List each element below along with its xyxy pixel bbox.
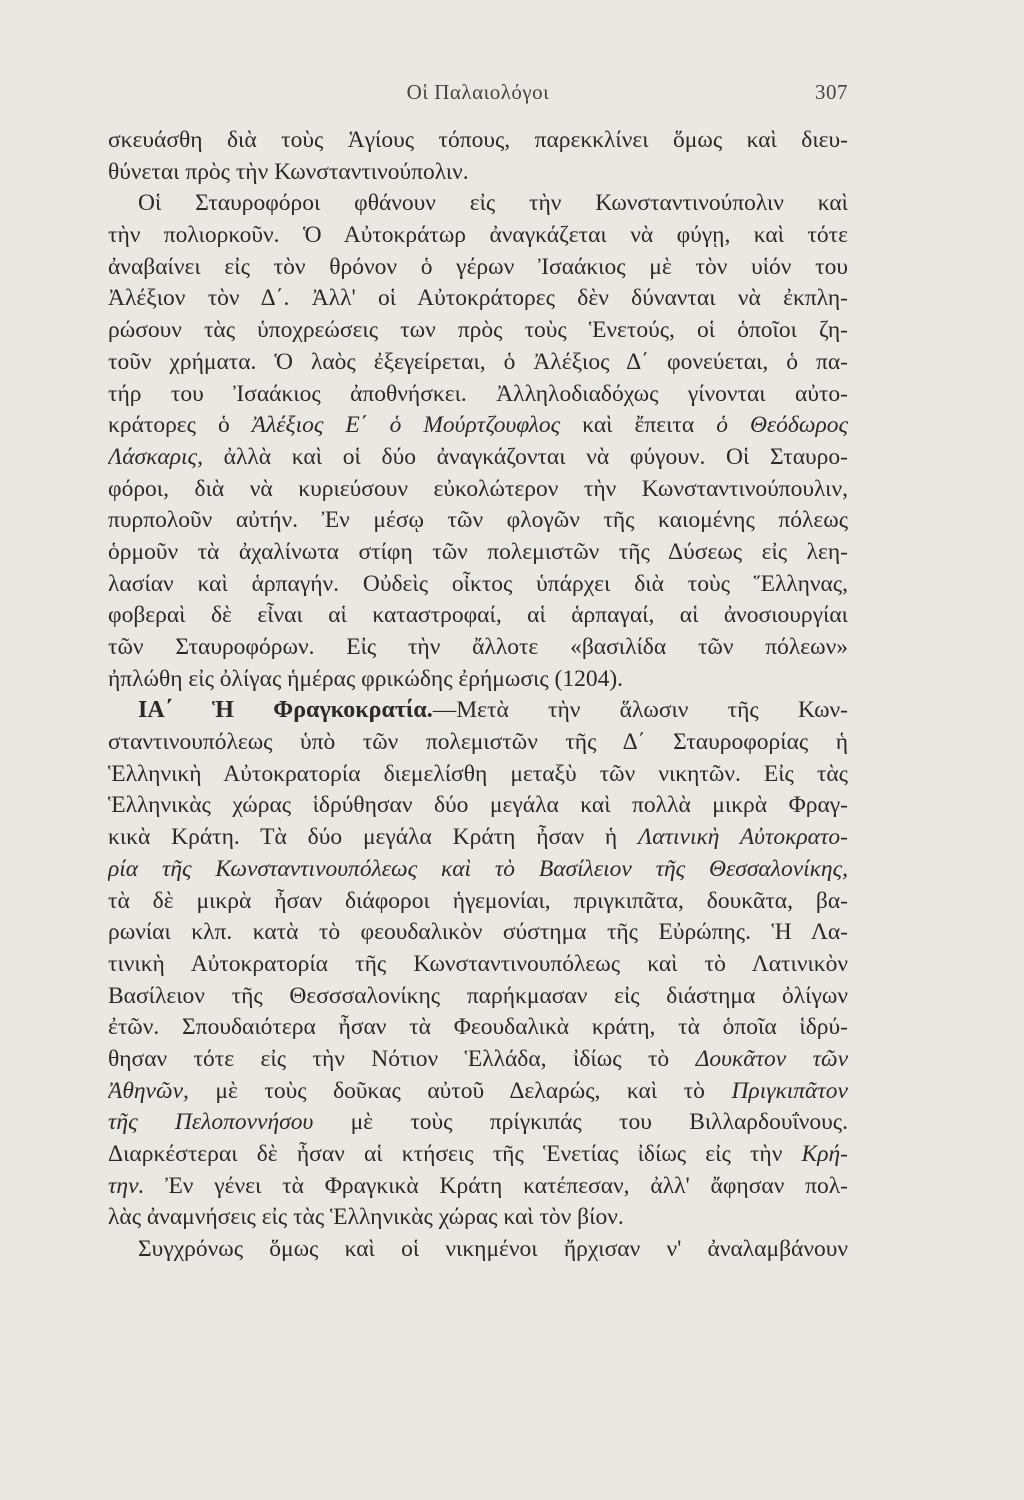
text-line bbox=[108, 347, 848, 379]
text-run: καὶ ἔπειτα bbox=[560, 412, 717, 439]
text-run: πυρπολοῦν αὐτήν. Ἐν μέσῳ τῶν φλογῶν τῆς καιομένης πόλεως bbox=[108, 507, 848, 534]
text-line bbox=[108, 1234, 848, 1266]
section-heading: ΙΑ΄ Ἡ Φραγκοκρατία. bbox=[138, 697, 433, 724]
text-run: σταντινουπόλεως ὑπὸ τῶν πολεμιστῶν τῆς Δ΄ Σταυροφορίας ἡ bbox=[108, 729, 848, 756]
text-run: Διαρκέστεραι δὲ ἦσαν αἱ κτήσεις τῆς Ἑνετίας ἰδίως εἰς τὴν bbox=[108, 1141, 802, 1167]
text-line bbox=[108, 474, 848, 506]
running-title: Οἱ Παλαιολόγοι bbox=[406, 80, 550, 104]
text-line bbox=[108, 727, 848, 759]
text-line bbox=[108, 537, 848, 569]
text-line bbox=[108, 664, 848, 696]
text-line bbox=[108, 1012, 848, 1044]
text-line bbox=[108, 125, 848, 157]
text-run: κικὰ Κράτη. Τὰ δύο μεγάλα Κράτη ἦσαν ἡ bbox=[108, 824, 639, 851]
text-line bbox=[108, 790, 848, 822]
text-run: φοβεραὶ δὲ εἶναι αἱ καταστροφαί, αἱ ἁρπαγαί, αἱ ἀνοσιουργίαι bbox=[108, 602, 848, 629]
page-number: 307 bbox=[815, 80, 848, 104]
body-text bbox=[108, 125, 848, 1266]
text-run: τῶν Σταυροφόρων. Εἰς τὴν ἄλλοτε «βασιλίδα τῶν πόλεων» bbox=[108, 634, 848, 660]
text-run: Βασίλειον τῆς Θεσσσαλονίκης παρήκμασαν εἰς διάστημα ὀλίγων bbox=[108, 982, 848, 1009]
text-run: Συγχρόνως ὅμως καὶ οἱ νικημένοι ἤρχισαν ν' ἀναλαμβάνουν bbox=[138, 1236, 848, 1263]
text-line bbox=[108, 854, 848, 886]
text-run: σκευάσθη διὰ τοὺς Ἁγίους τόπους, παρεκκλίνει ὅμως καὶ διευ- bbox=[108, 127, 848, 153]
text-run: —Μετὰ τὴν ἅλωσιν τῆς Κων- bbox=[432, 697, 848, 724]
text-line bbox=[108, 220, 848, 252]
text-run: τινικὴ Αὐτοκρατορία τῆς Κωνσταντινουπόλεως καὶ τὸ Λατινικὸν bbox=[108, 950, 848, 977]
text-run: φόροι, διὰ νὰ κυριεύσουν εὐκολώτερον τὴν Κωνσταντινούπουλιν, bbox=[108, 475, 848, 502]
text-run: ρώσουν τὰς ὑποχρεώσεις των πρὸς τοὺς Ἑνετούς, οἱ ὁποῖοι ζη- bbox=[108, 317, 848, 344]
text-run: Οἱ Σταυροφόροι φθάνουν εἰς τὴν Κωνσταντινούπολιν καὶ bbox=[138, 190, 848, 217]
text-run: λὰς ἀναμνήσεις εἰς τὰς Ἑλληνικὰς χώρας καὶ τὸν βίον. bbox=[108, 1204, 624, 1231]
text-run: ρωνίαι κλπ. κατὰ τὸ φεουδαλικὸν σύστημα τῆς Εὐρώπης. Ἡ Λα- bbox=[108, 919, 848, 946]
text-line bbox=[108, 1171, 848, 1203]
italic-run: Κρή- bbox=[801, 1141, 848, 1167]
text-run: ἐτῶν. Σπουδαιότερα ἦσαν τὰ Φεουδαλικὰ κράτη, τὰ ὁποῖα ἱδρύ- bbox=[108, 1014, 848, 1041]
italic-run: Ἀθηνῶν, bbox=[108, 1077, 189, 1104]
italic-run: ὁ Θεόδωρος bbox=[716, 412, 848, 439]
text-line bbox=[108, 379, 848, 411]
text-line bbox=[108, 157, 848, 189]
italic-run: Λάσκαρις, bbox=[108, 443, 203, 470]
text-line bbox=[108, 632, 848, 664]
text-line bbox=[108, 949, 848, 981]
text-run: θησαν τότε εἰς τὴν Νότιον Ἑλλάδα, ἰδίως τὸ bbox=[108, 1045, 696, 1072]
text-run: μὲ τοὺς πρίγκιπάς του Βιλλαρδουΐνους. bbox=[313, 1109, 848, 1136]
text-line bbox=[108, 886, 848, 918]
italic-run: Ἀλέξιος Ε΄ ὁ Μούρτζουφλος bbox=[251, 412, 561, 439]
text-run: μὲ τοὺς δοῦκας αὐτοῦ Δελαρώς, καὶ τὸ bbox=[188, 1077, 732, 1104]
text-run: Ἑλληνικὰς χώρας ἱδρύθησαν δύο μεγάλα καὶ πολλὰ μικρὰ Φραγ- bbox=[108, 792, 848, 819]
text-line bbox=[108, 917, 848, 949]
text-run: τὰ δὲ μικρὰ ἦσαν διάφοροι ἡγεμονίαι, πριγκιπᾶτα, δουκᾶτα, βα- bbox=[108, 887, 848, 914]
italic-run: ρία τῆς Κωνσταντινουπόλεως καὶ τὸ Βασίλειον τῆς Θεσσαλονίκης, bbox=[108, 855, 848, 882]
text-run: Ἑλληνικὴ Αὐτοκρατορία διεμελίσθη μεταξὺ τῶν νικητῶν. Εἰς τὰς bbox=[108, 760, 848, 787]
text-line bbox=[108, 1202, 848, 1234]
running-head bbox=[108, 80, 848, 110]
italic-run: Δουκᾶτον τῶν bbox=[695, 1045, 848, 1072]
text-run: τὴν πολιορκοῦν. Ὁ Αὐτοκράτωρ ἀναγκάζεται νὰ φύγῃ, καὶ τότε bbox=[108, 222, 848, 249]
text-line bbox=[108, 600, 848, 632]
text-line bbox=[108, 283, 848, 315]
text-run: λασίαν καὶ ἁρπαγήν. Οὐδεὶς οἶκτος ὑπάρχει διὰ τοὺς Ἕλληνας, bbox=[108, 570, 848, 597]
text-line bbox=[108, 188, 848, 220]
text-line bbox=[108, 981, 848, 1013]
italic-run: την. bbox=[108, 1172, 145, 1199]
text-line bbox=[108, 759, 848, 791]
text-line bbox=[108, 442, 848, 474]
italic-run: Λατινικὴ Αὐτοκρατο- bbox=[638, 824, 848, 851]
text-run: τοῦν χρήματα. Ὁ λαὸς ἐξεγείρεται, ὁ Ἀλέξιος Δ΄ φονεύεται, ὁ πα- bbox=[108, 348, 848, 375]
text-line bbox=[108, 1044, 848, 1076]
text-run: θύνεται πρὸς τὴν Κωνσταντινούπολιν. bbox=[108, 158, 469, 185]
text-run: Ἀλέξιον τὸν Δ΄. Ἀλλ' οἱ Αὐτοκράτορες δὲν δύνανται νὰ ἐκπλη- bbox=[108, 285, 848, 312]
text-run: Ἐν γένει τὰ Φραγκικὰ Κράτη κατέπεσαν, ἀλλ' ἄφησαν πολ- bbox=[144, 1172, 848, 1199]
text-line bbox=[108, 1139, 848, 1171]
text-run: ἠπλώθη εἰς ὀλίγας ἡμέρας φρικώδης ἐρήμωσις (1204). bbox=[108, 665, 624, 692]
text-line bbox=[108, 1107, 848, 1139]
text-run: ὁρμοῦν τὰ ἀχαλίνωτα στίφη τῶν πολεμιστῶν τῆς Δύσεως εἰς λεη- bbox=[108, 538, 848, 565]
text-run: ἀναβαίνει εἰς τὸν θρόνον ὁ γέρων Ἰσαάκιος μὲ τὸν υἱόν του bbox=[108, 253, 848, 280]
text-line bbox=[108, 315, 848, 347]
text-line bbox=[108, 252, 848, 284]
italic-run: Πριγκιπᾶτον bbox=[731, 1077, 848, 1104]
text-line bbox=[108, 410, 848, 442]
text-line bbox=[108, 505, 848, 537]
text-line bbox=[108, 569, 848, 601]
text-run: κράτορες ὁ bbox=[108, 412, 252, 439]
text-run: τήρ του Ἰσαάκιος ἀποθνήσκει. Ἀλληλοδιαδόχως γίνονται αὐτο- bbox=[108, 380, 848, 407]
text-line bbox=[108, 695, 848, 727]
text-line bbox=[108, 822, 848, 854]
text-run: ἀλλὰ καὶ οἱ δύο ἀναγκάζονται νὰ φύγουν. Οἱ Σταυρο- bbox=[202, 443, 848, 470]
italic-run: τῆς Πελοποννήσου bbox=[108, 1109, 314, 1136]
text-line bbox=[108, 1076, 848, 1108]
